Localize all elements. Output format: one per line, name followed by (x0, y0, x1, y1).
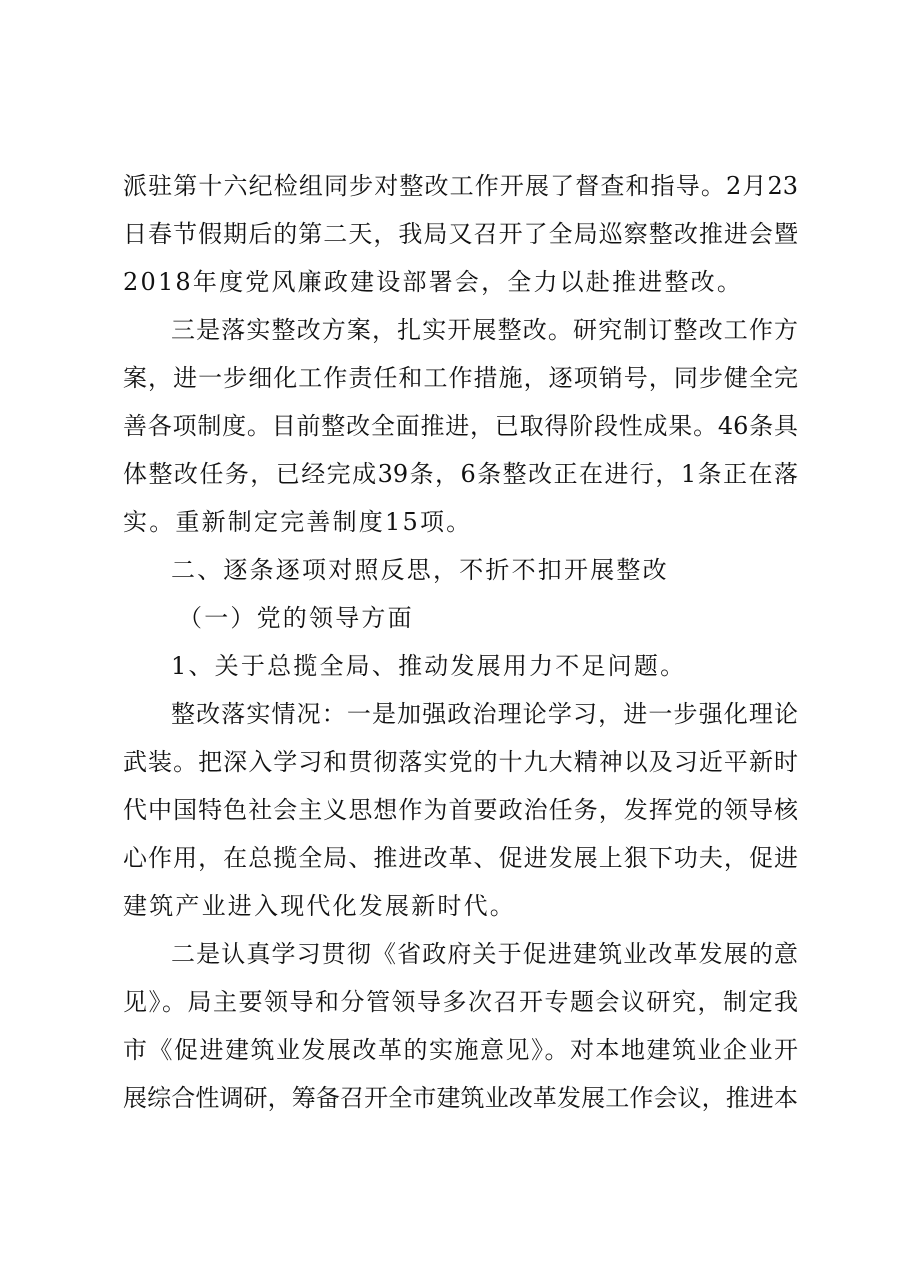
paragraph-study-opinion (123, 930, 798, 1122)
heading-line: 二、逐条逐项对照反思，不折不扣开展整改 (171, 556, 669, 584)
text-line: 2018年度党风廉政建设部署会，全力以赴推进整改。 (123, 268, 744, 296)
heading-line: 1、关于总揽全局、推动发展用力不足问题。 (171, 652, 687, 680)
text-line: 案，进一步细化工作责任和工作措施，逐项销号，同步健全完 (123, 364, 798, 392)
text-line: 三是落实整改方案，扎实开展整改。研究制订整改工作方 (171, 316, 798, 344)
text-line: 市《促进建筑业发展改革的实施意见》。对本地建筑业企业开 (123, 1036, 798, 1064)
text-line: 体整改任务，已经完成39条，6条整改正在进行，1条正在落 (123, 460, 798, 488)
text-line: 派驻第十六纪检组同步对整改工作开展了督查和指导。2月23 (123, 172, 798, 200)
text-line: 建筑产业进入现代化发展新时代。 (123, 892, 516, 920)
text-line: 心作用，在总揽全局、推进改革、促进发展上狠下功夫，促进 (123, 844, 798, 872)
item-heading-1 (123, 642, 798, 690)
section-heading-2 (123, 546, 798, 594)
text-line: 武装。把深入学习和贯彻落实党的十九大精神以及习近平新时 (123, 748, 798, 776)
text-line: 整改落实情况：一是加强政治理论学习，进一步强化理论 (171, 700, 798, 728)
paragraph-rectification-plan (123, 306, 798, 546)
subsection-heading-1 (123, 594, 798, 642)
text-line: 日春节假期后的第二天，我局又召开了全局巡察整改推进会暨 (123, 220, 798, 248)
text-line: 善各项制度。目前整改全面推进，已取得阶段性成果。46条具 (123, 412, 798, 440)
text-line: 代中国特色社会主义思想作为首要政治任务，发挥党的领导核 (123, 796, 798, 824)
text-line: 见》。局主要领导和分管领导多次召开专题会议研究，制定我 (123, 988, 798, 1016)
heading-line: （一）党的领导方面 (178, 604, 414, 632)
text-line: 实。重新制定完善制度15项。 (123, 508, 473, 536)
text-line: 展综合性调研，筹备召开全市建筑业改革发展工作会议，推进本 (123, 1084, 798, 1112)
paragraph-supervision (123, 162, 798, 306)
paragraph-implementation (123, 690, 798, 930)
text-line: 二是认真学习贯彻《省政府关于促进建筑业改革发展的意 (171, 940, 798, 968)
